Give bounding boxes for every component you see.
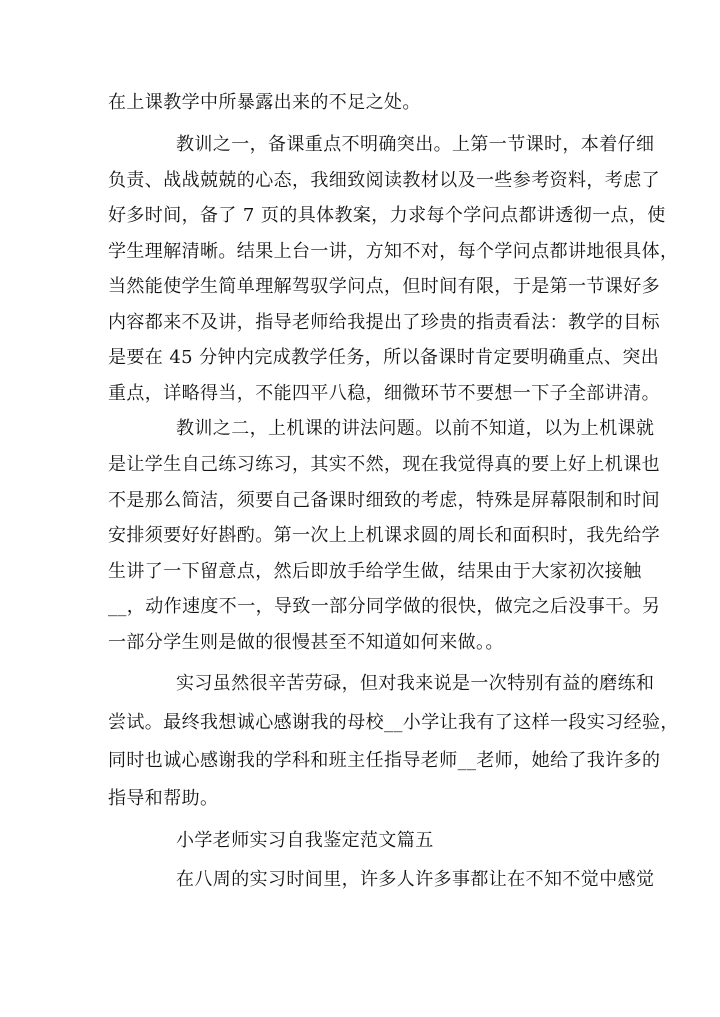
paragraph-line: 实习虽然很辛苦劳碌，但对我来说是一次特别有益的磨练和 [176,673,655,694]
paragraph-line: 是要在 45 分钟内完成教学任务，所以备课时肯定要明确重点、突出 [108,347,660,368]
paragraph-line: 一部分学生则是做的很慢甚至不知道如何来做。。 [108,632,504,653]
paragraph-line: __，动作速度不一，导致一部分同学做的很快，做完之后没事干。另 [108,596,661,617]
paragraph-line: 内容都来不及讲，指导老师给我提出了珍贵的指责看法：教学的目标 [108,312,660,333]
section-heading: 小学老师实习自我鉴定范文篇五 [176,830,434,851]
paragraph-line: 指导和帮助。 [108,788,219,809]
paragraph-line: 教训之一，备课重点不明确突出。上第一节课时，本着仔细 [176,134,655,155]
paragraph-line: 不是那么简洁，须要自己备课时细致的考虑，特殊是屏幕限制和时间 [108,490,660,511]
paragraph-line: 当然能使学生简单理解驾驭学问点，但时间有限，于是第一节课好多 [108,276,660,297]
paragraph-line: 安排须要好好斟酌。第一次上上机课求圆的周长和面积时，我先给学 [108,525,660,546]
paragraph-line: 学生理解清晰。结果上台一讲，方知不对，每个学问点都讲地很具体， [108,241,679,262]
paragraph-line: 重点，详略得当，不能四平八稳，细微环节不要想一下子全部讲清。 [108,383,660,404]
paragraph-line: 好多时间，备了 7 页的具体教案，力求每个学问点都讲透彻一点，使 [108,205,666,226]
paragraph-line: 教训之二，上机课的讲法问题。以前不知道，以为上机课就 [176,418,655,439]
paragraph-line: 同时也诚心感谢我的学科和班主任指导老师__老师，她给了我许多的 [108,750,661,771]
paragraph-line: 负责、战战兢兢的心态，我细致阅读教材以及一些参考资料，考虑了 [108,170,660,191]
paragraph-line: 是让学生自己练习练习，其实不然，现在我觉得真的要上好上机课也 [108,454,660,475]
paragraph-line: 在八周的实习时间里，许多人许多事都让在不知不觉中感觉 [176,869,655,890]
paragraph-line: 生讲了一下留意点，然后即放手给学生做，结果由于大家初次接触 [108,561,642,582]
paragraph-line: 尝试。最终我想诚心感谢我的母校__小学让我有了这样一段实习经验， [108,712,679,733]
paragraph-line: 在上课教学中所暴露出来的不足之处。 [108,92,421,113]
